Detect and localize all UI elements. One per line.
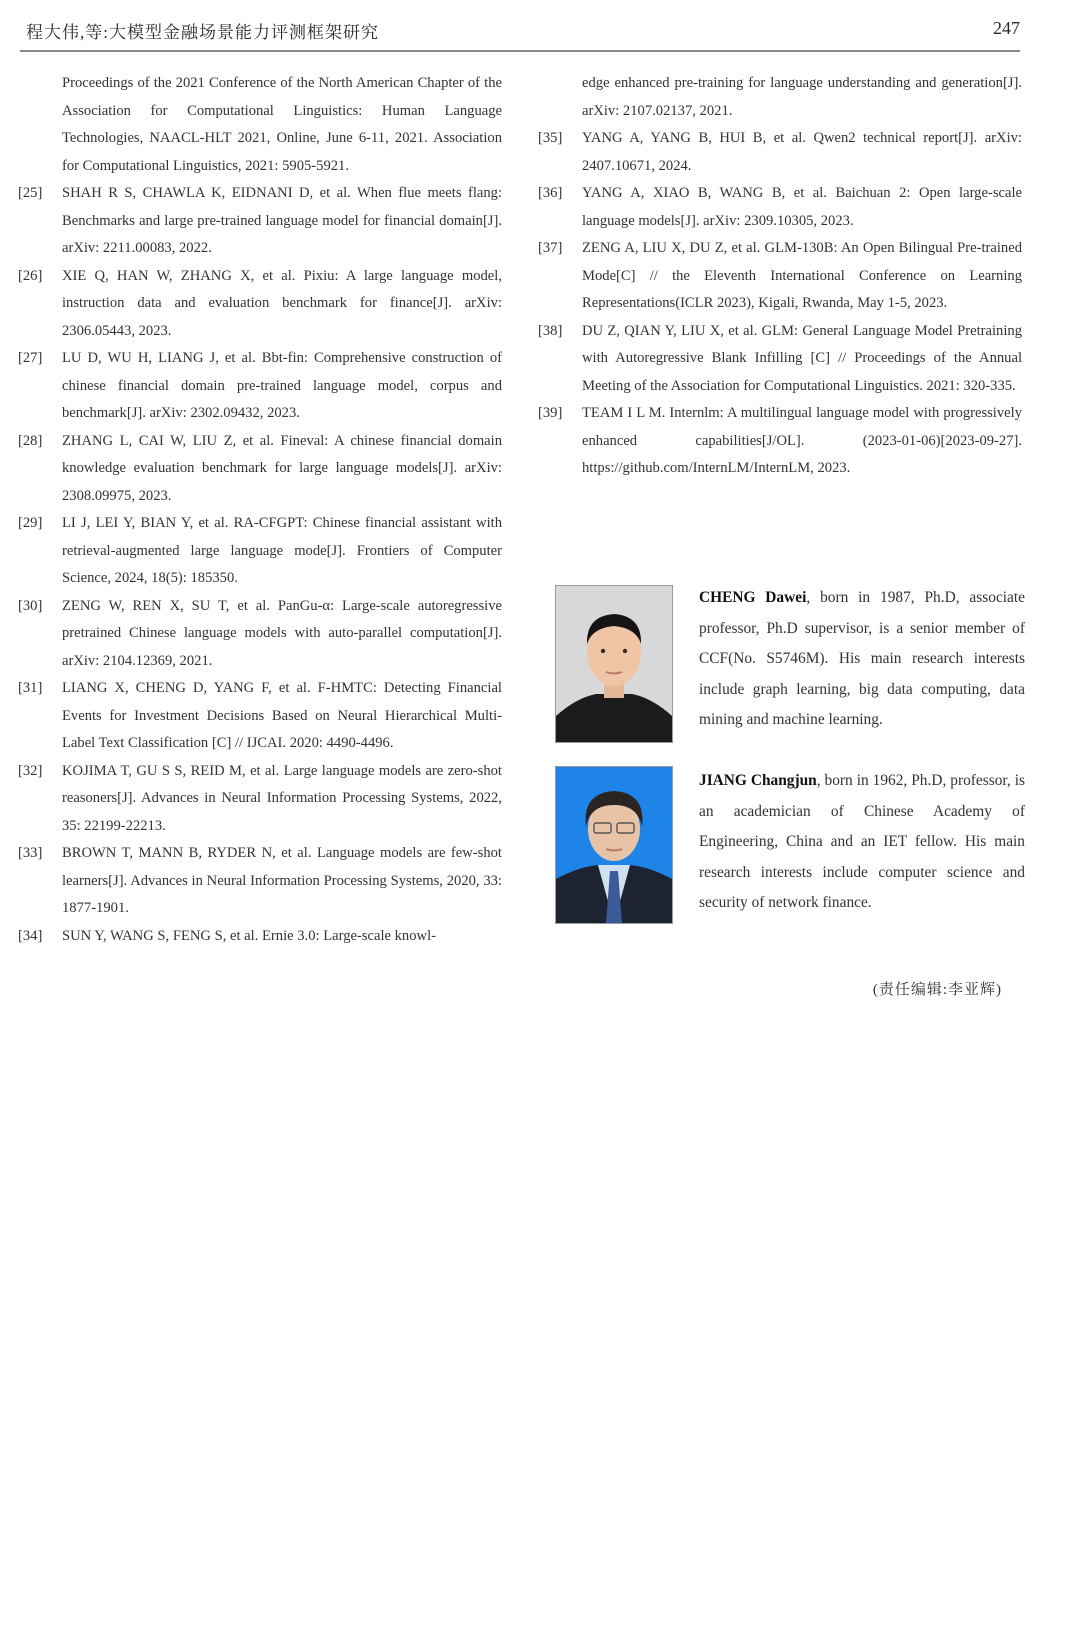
reference-item (18, 345, 502, 428)
reference-text: SHAH R S, CHAWLA K, EIDNANI D, et al. When flue meets flang: Benchmarks and large pre-trained language model for financial domain[J]. arXiv: 2211.00083, 2022. (62, 185, 502, 256)
reference-item (18, 263, 502, 346)
reference-text: ZENG A, LIU X, DU Z, et al. GLM-130B: An Open Bilingual Pre-trained Mode[C] // the Eleventh International Conference on Learning Representations(ICLR 2023), Kigali, Rwanda, May 1-5, 2023. (582, 240, 1022, 311)
author-photo (555, 766, 673, 924)
reference-number: [34] (18, 927, 43, 944)
reference-number: [39] (538, 405, 563, 421)
editor-note: (责任编辑:李亚辉) (872, 982, 1002, 998)
reference-text: LU D, WU H, LIANG J, et al. Bbt-fin: Comprehensive construction of chinese financial domain pre-trained language model, corpus and benchmark[J]. arXiv: 2302.09432, 2023. (62, 350, 502, 421)
reference-text: SUN Y, WANG S, FENG S, et al. Ernie 3.0: Large-scale knowl- (62, 927, 436, 944)
reference-item (538, 235, 1022, 318)
reference-text: YANG A, YANG B, HUI B, et al. Qwen2 technical report[J]. arXiv: 2407.10671, 2024. (582, 130, 1022, 174)
reference-number: [25] (18, 185, 43, 201)
author-photo (555, 585, 673, 743)
reference-item (18, 593, 502, 676)
bio-text (699, 766, 1025, 919)
reference-text: LI J, LEI Y, BIAN Y, et al. RA-CFGPT: Chinese financial assistant with retrieval-augmented large language mode[J]. Frontiers of Computer Science, 2024, 18(5): 185350. (62, 515, 502, 586)
author-name: JIANG Changjun (699, 772, 817, 789)
reference-item (538, 318, 1022, 401)
reference-text: ZENG W, REN X, SU T, et al. PanGu-α: Large-scale autoregressive pretrained Chinese language models with auto-parallel computation[J]. arXiv: 2104.12369, 2021. (62, 597, 502, 669)
reference-number: [31] (18, 680, 43, 696)
references-left-column (18, 70, 502, 950)
page-number: 247 (993, 18, 1020, 38)
reference-number: [27] (18, 350, 43, 366)
reference-item (538, 125, 1022, 180)
reference-item (18, 758, 502, 841)
reference-text: DU Z, QIAN Y, LIU X, et al. GLM: General Language Model Pretraining with Autoregressive Blank Infilling [C] // Proceedings of the Annual Meeting of the Association for Computational Linguistics. 2021: 320-335. (582, 322, 1022, 394)
reference-number: [32] (18, 762, 43, 779)
author-bio (555, 766, 1025, 949)
reference-text: KOJIMA T, GU S S, REID M, et al. Large language models are zero-shot reasoners[J]. Advances in Neural Information Processing Systems, 2022, 35: 22199-22213. (62, 762, 502, 834)
reference-item (18, 428, 502, 511)
reference-text: TEAM I L M. Internlm: A multilingual language model with progressively enhanced capabilities[J/OL]. (2023-01-06)[2023-09-27]. https://github.com/InternLM/InternLM, 2023. (582, 405, 1022, 476)
reference-number: [29] (18, 515, 43, 531)
reference-item (538, 400, 1022, 483)
references-right-column (538, 70, 1022, 483)
reference-text: YANG A, XIAO B, WANG B, et al. Baichuan 2: Open large-scale language models[J]. arXiv: 2309.10305, 2023. (582, 185, 1022, 229)
reference-item (18, 510, 502, 593)
reference-number: [33] (18, 845, 43, 861)
portrait-icon (556, 586, 672, 742)
running-header (20, 14, 1020, 52)
reference-continuation: edge enhanced pre-training for language understanding and generation[J]. arXiv: 2107.02137, 2021. (582, 75, 1022, 119)
bio-text (699, 583, 1025, 736)
reference-number: [30] (18, 597, 43, 614)
reference-number: [35] (538, 130, 563, 146)
reference-text: ZHANG L, CAI W, LIU Z, et al. Fineval: A chinese financial domain knowledge evaluation benchmark for large language models[J]. arXiv: 2308.09975, 2023. (62, 432, 502, 504)
reference-number: [37] (538, 240, 563, 256)
reference-continuation: Proceedings of the 2021 Conference of the North American Chapter of the Association for Computational Linguistics: Human Language Technologies, NAACL-HLT 2021, Online, June 6-11, 2021. Association for Computational Linguistics, 2021: 5905-5921. (62, 75, 502, 174)
bio-description: , born in 1987, Ph.D, associate professor, Ph.D supervisor, is a senior member of CCF(No. S5746M). His main research interests include graph learning, big data computing, data mining and machine learning. (699, 589, 1025, 728)
reference-item (538, 180, 1022, 235)
reference-number: [36] (538, 185, 563, 201)
reference-number: [38] (538, 322, 563, 339)
portrait-icon (556, 767, 672, 923)
reference-item (18, 180, 502, 263)
reference-number: [28] (18, 432, 43, 449)
author-name: CHENG Dawei (699, 589, 807, 606)
reference-text: XIE Q, HAN W, ZHANG X, et al. Pixiu: A large language model, instruction data and evaluation benchmark for finance[J]. arXiv: 2306.05443, 2023. (62, 267, 502, 339)
running-title: 程大伟,等:大模型金融场景能力评测框架研究 (26, 23, 379, 42)
bio-description: , born in 1962, Ph.D, professor, is an academician of Chinese Academy of Engineering, China and an IET fellow. His main research interests include computer science and security of network finance. (699, 772, 1025, 911)
reference-item (18, 675, 502, 758)
reference-item (18, 923, 502, 951)
reference-text: BROWN T, MANN B, RYDER N, et al. Language models are few-shot learners[J]. Advances in Neural Information Processing Systems, 2020, 33: 1877-1901. (62, 845, 502, 916)
reference-text: LIANG X, CHENG D, YANG F, et al. F-HMTC: Detecting Financial Events for Investment Decisions Based on Neural Hierarchical Multi-Label Text Classification [C] // IJCAI. 2020: 4490-4496. (62, 680, 502, 751)
reference-number: [26] (18, 267, 43, 284)
author-bios (555, 583, 1025, 949)
author-bio (555, 583, 1025, 766)
reference-item (18, 840, 502, 923)
